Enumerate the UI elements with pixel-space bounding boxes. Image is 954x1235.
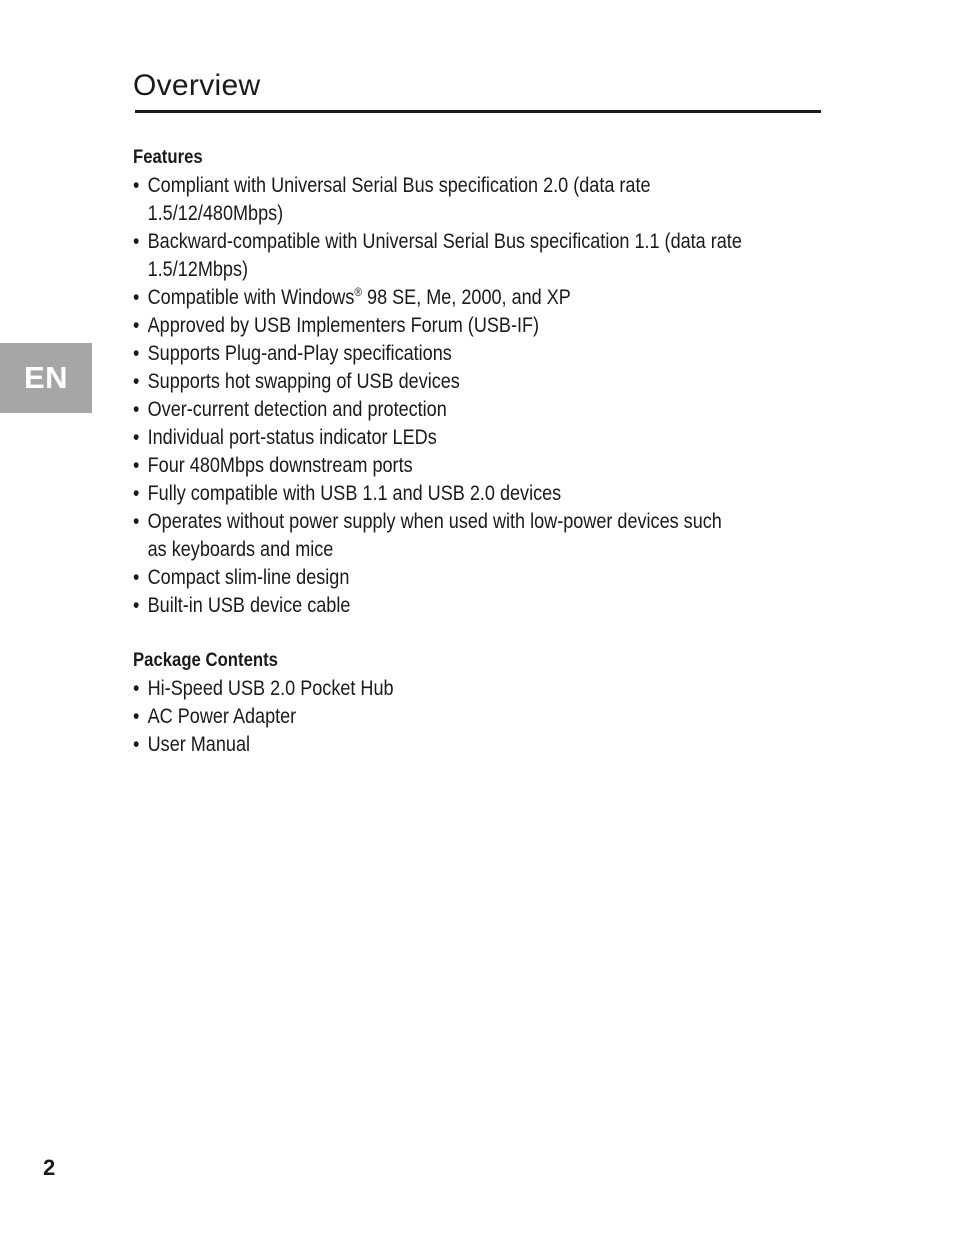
package-item-text: AC Power Adapter: [147, 705, 297, 728]
package-contents-list: [133, 675, 833, 759]
main-content: [133, 144, 833, 759]
feature-item-line: [133, 396, 836, 424]
feature-item-text: Backward-compatible with Universal Serial Bus specification 1.1 (data rate: [147, 230, 742, 253]
bullet-icon: •: [133, 286, 140, 309]
package-item-line: [133, 675, 836, 703]
feature-item-text: Supports hot swapping of USB devices: [147, 370, 460, 393]
bullet-icon: •: [133, 482, 140, 505]
bullet-icon: •: [133, 733, 140, 756]
feature-item-line: [133, 592, 836, 620]
feature-item-line: [133, 424, 836, 452]
feature-item-text: Four 480Mbps downstream ports: [147, 454, 413, 477]
package-item-line: [133, 731, 836, 759]
package-item-line: [133, 703, 836, 731]
feature-item-text: Operates without power supply when used with low-power devices such: [147, 510, 722, 533]
feature-item-text: Compatible with Windows® 98 SE, Me, 2000, and XP: [147, 285, 571, 309]
package-item-text: User Manual: [147, 733, 251, 756]
bullet-icon: •: [133, 426, 140, 449]
page-number: 2: [43, 1155, 56, 1180]
language-tab: EN: [0, 343, 92, 413]
package-item-text: Hi-Speed USB 2.0 Pocket Hub: [147, 677, 394, 700]
feature-item-line: [133, 508, 836, 536]
feature-item-text: as keyboards and mice: [147, 538, 334, 561]
feature-item-line: [133, 312, 836, 340]
feature-item-line: [133, 228, 836, 256]
feature-item-text: 1.5/12Mbps): [147, 258, 249, 281]
feature-item-text: 1.5/12/480Mbps): [147, 202, 284, 225]
feature-item-text: Over-current detection and protection: [147, 398, 447, 421]
feature-item-line: [133, 256, 836, 284]
feature-item-text: Compact slim-line design: [147, 566, 350, 589]
feature-item-line: [133, 536, 836, 564]
feature-item-text: Compliant with Universal Serial Bus specification 2.0 (data rate: [147, 174, 651, 197]
page-title: Overview: [133, 69, 261, 102]
bullet-icon: •: [133, 370, 140, 393]
feature-item-line: [133, 480, 836, 508]
feature-item-text: Approved by USB Implementers Forum (USB-IF): [147, 314, 540, 337]
section-spacer: [133, 620, 833, 647]
feature-item-line: [133, 564, 836, 592]
package-contents-heading: Package Contents: [133, 650, 278, 671]
bullet-icon: •: [133, 314, 140, 337]
feature-item-line: [133, 200, 836, 228]
feature-item-text: Supports Plug-and-Play specifications: [147, 342, 452, 365]
feature-item-line: [133, 340, 836, 368]
bullet-icon: •: [133, 174, 140, 197]
features-list: [133, 172, 833, 620]
features-heading: Features: [133, 147, 203, 168]
feature-item-text: Fully compatible with USB 1.1 and USB 2.0 devices: [147, 482, 562, 505]
feature-item-line: [133, 284, 836, 312]
feature-item-text: Built-in USB device cable: [147, 594, 351, 617]
bullet-icon: •: [133, 705, 140, 728]
feature-item-line: [133, 368, 836, 396]
bullet-icon: •: [133, 677, 140, 700]
bullet-icon: •: [133, 398, 140, 421]
feature-item-text: Individual port-status indicator LEDs: [147, 426, 437, 449]
bullet-icon: •: [133, 342, 140, 365]
bullet-icon: •: [133, 230, 140, 253]
title-divider: [135, 110, 821, 113]
bullet-icon: •: [133, 454, 140, 477]
bullet-icon: •: [133, 566, 140, 589]
bullet-icon: •: [133, 510, 140, 533]
bullet-icon: •: [133, 594, 140, 617]
feature-item-line: [133, 452, 836, 480]
feature-item-line: [133, 172, 836, 200]
